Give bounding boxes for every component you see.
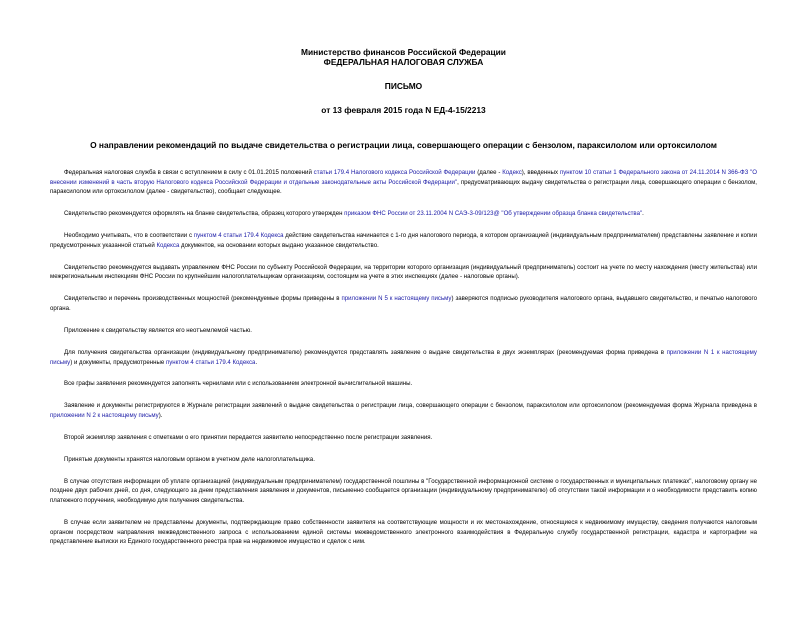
paragraph-text: (далее - (475, 169, 503, 176)
document-link[interactable]: Кодекса (156, 241, 180, 249)
paragraph-text: Все графы заявления рекомендуется заполнять чернилами или с использованием электронной вычислительной машины. (64, 380, 413, 388)
paragraph (50, 231, 757, 250)
paragraph-text: Федеральная налоговая служба в связи с вступлением в силу с 01.01.2015 положений (64, 169, 314, 176)
paragraph (50, 326, 757, 336)
document-link[interactable]: приказом ФНС России от 23.11.2004 N САЭ-3-09/123@ "Об утверждении образца бланка свидетельства" (344, 210, 643, 218)
paragraph (50, 477, 757, 506)
paragraph-text: документов, на основании которых выдано указанное свидетельство. (179, 241, 379, 249)
document-link[interactable]: пунктом 4 статьи 179.4 Кодекса (193, 232, 284, 240)
paragraph (50, 455, 757, 465)
paragraph-text: , предусматривающих выдачу свидетельства о регистрации лица, совершающего операции с бензолом, параксилолом или ортоксилолом (далее - свидетельство), сообщает следующее. (50, 178, 757, 196)
document-link[interactable]: пунктом 10 статьи 1 Федерального закона от 24.11.2014 N 366-ФЗ "О внесении изменений в часть вторую Налогового кодекса Российской Федерации и отдельные законодательные акты Российской Федерации" (50, 169, 758, 186)
document-type: ПИСЬМО (384, 81, 423, 91)
paragraph (50, 168, 757, 197)
document-title: О направлении рекомендаций по выдаче свидетельства о регистрации лица, совершающего операции с бензолом, параксилолом или ортоксилолом (90, 140, 717, 150)
document-body (50, 168, 757, 547)
paragraph (50, 401, 757, 420)
paragraph-text: Свидетельство рекомендуется выдавать управлением ФНС России по субъекту Российской Федерации, на территории которого организация (индивидуальный предприниматель) состоит на учете по месту нахождения (месту жительства) или межрегиональным инспекциям ФНС России по крупнейшим налогоплательщикам организациям, состоящим на учете в этих инспекциях (далее - налоговые органы). (50, 263, 757, 281)
paragraph-text: . (255, 358, 258, 366)
paragraph (50, 348, 757, 367)
document-link[interactable]: приложении N 5 к настоящему письму (341, 295, 452, 303)
paragraph-text: Принятые документы хранятся налоговым органом в учетном деле налогоплательщика. (64, 455, 315, 463)
paragraph-text: Приложение к свидетельству является его неотъемлемой частью. (64, 326, 252, 334)
paragraph-text: В случае если заявителем не представлены документы, подтверждающие право собственности заявителя на соответствующие мощности и их местонахождение, относящиеся к недвижимому имуществу, сведения получаются налоговым органом посредством направления межведомственного запроса с использованием единой системы межведомственного электронного взаимодействия в Федеральную службу государственной регистрации, кадастра и картографии на представление выписки из Единого государственного реестра прав на недвижимое имущество и сделок с ним. (50, 519, 757, 546)
paragraph-text: ), введенных (521, 169, 560, 176)
paragraph-text: ). (158, 412, 163, 420)
paragraph-text: ) и документы, предусмотренные (70, 358, 166, 366)
document-link[interactable]: приложении N 1 к настоящему письму (50, 348, 757, 366)
paragraph-text: . (642, 210, 644, 218)
document-link[interactable]: статьи 179.4 Налогового кодекса Российской Федерации (313, 169, 476, 176)
paragraph-text: Свидетельство рекомендуется оформлять на бланке свидетельства, образец которого утвержден (64, 210, 345, 218)
document-page (0, 47, 807, 618)
document-link[interactable]: приложении N 2 к настоящему письму (50, 412, 159, 420)
ministry-name: Министерство финансов Российской Федерации (301, 47, 506, 57)
paragraph-text: действие свидетельства начинается с 1-го дня налогового периода, в котором организацией (индивидуальным предпринимателем) представлены заявление и копии предусмотренных указанной статьей (50, 232, 757, 249)
paragraph (50, 294, 757, 313)
paragraph-text: Необходимо учитывать, что в соответствии с (64, 232, 194, 240)
paragraph (50, 433, 757, 443)
paragraph (50, 379, 757, 389)
paragraph-text: В случае отсутствия информации об уплате организацией (индивидуальным предпринимателем) государственной пошлины в "Государственной информационной системе о государственных и муниципальных платежах", налоговому органу не позднее двух рабочих дней, со дня, следующего за днем представления заявления и документов, письменно сообщается организации (индивидуальному предпринимателю) об отсутствии такой информации и о необходимости представить копию платежного поручения, необходимую для получения свидетельства. (50, 477, 757, 505)
paragraph-text: Второй экземпляр заявления с отметками о его принятии передается заявителю непосредственно после регистрации заявления. (64, 433, 433, 441)
document-date-number: от 13 февраля 2015 года N ЕД-4-15/2213 (321, 105, 486, 115)
paragraph-text: Заявление и документы регистрируются в Журнале регистрации заявлений о выдаче свидетельства о регистрации лица, совершающего операции с бензолом, параксилолом или ортоксилолом (рекомендуемая форма Журнала приведена в (64, 402, 757, 410)
document-link[interactable]: Кодекс (502, 169, 522, 176)
paragraph (50, 263, 757, 282)
paragraph (50, 209, 757, 219)
paragraph (50, 518, 757, 547)
document-header (50, 47, 757, 115)
paragraph-text: Свидетельство и перечень производственных мощностей (рекомендуемые формы приведены в (64, 295, 342, 303)
paragraph-text: ) заверяются подписью руководителя налогового органа, выдавшего свидетельство, и печатью налогового органа. (50, 295, 757, 313)
document-link[interactable]: пунктом 4 статьи 179.4 Кодекса (165, 358, 256, 366)
service-name: ФЕДЕРАЛЬНАЯ НАЛОГОВАЯ СЛУЖБА (323, 57, 484, 67)
paragraph-text: Для получения свидетельства организации (индивидуальному предпринимателю) рекомендуется представлять заявление о выдаче свидетельства в двух экземплярах (рекомендуемая форма приведена в (64, 348, 667, 356)
